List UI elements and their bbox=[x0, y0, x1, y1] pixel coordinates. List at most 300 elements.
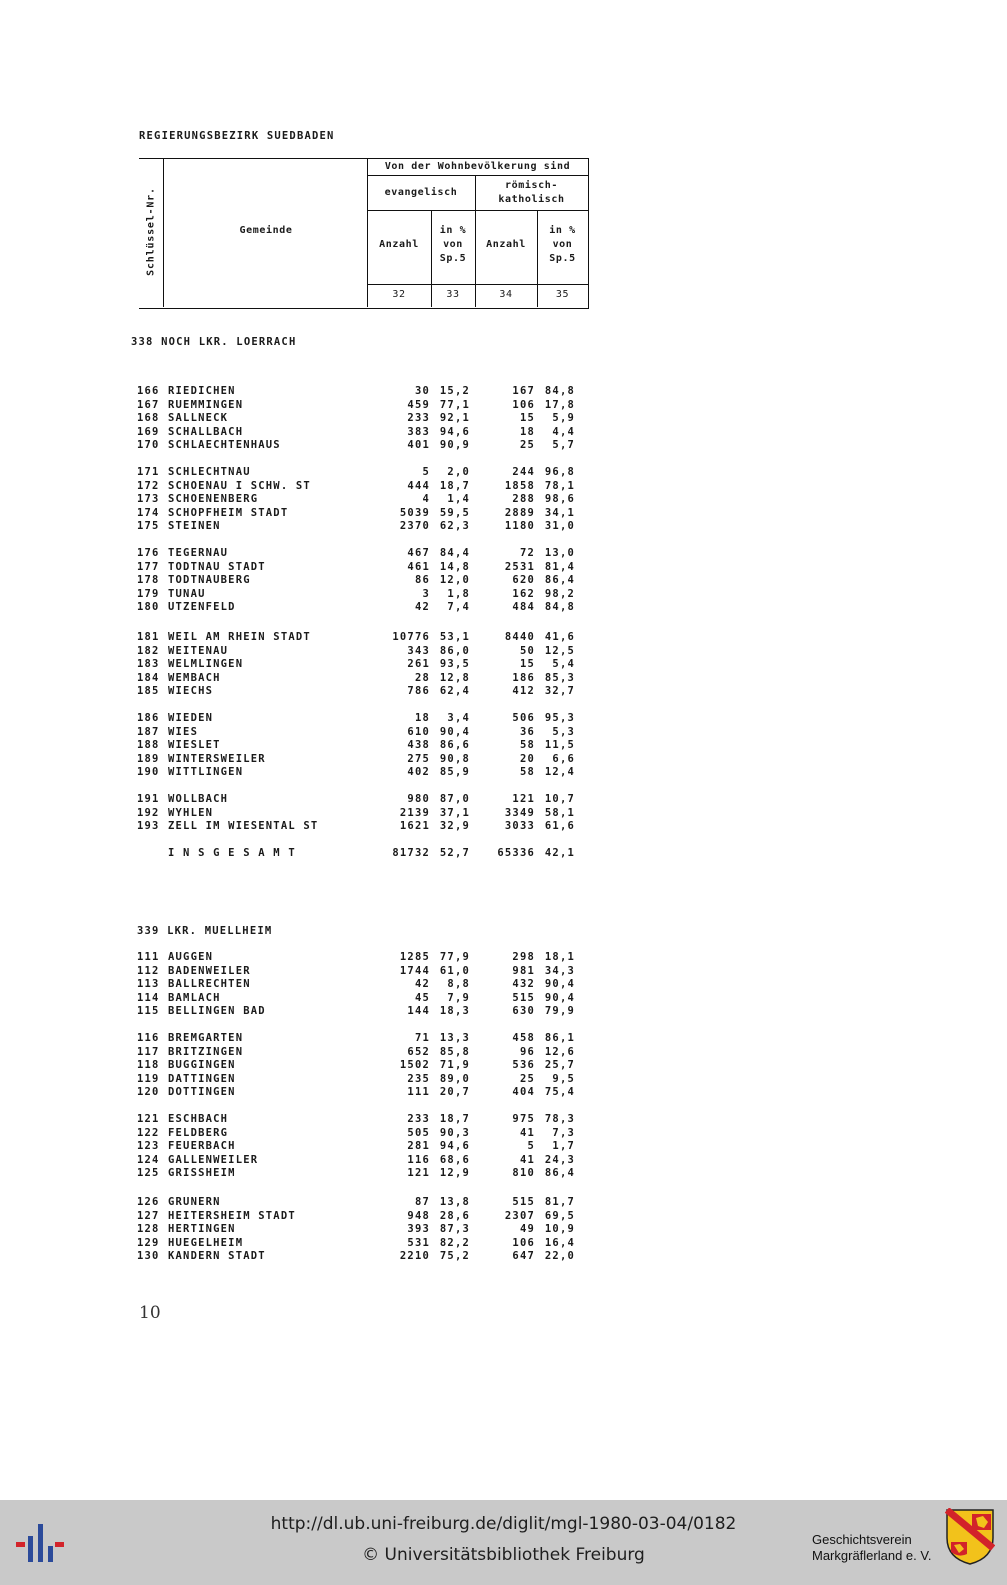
rk-count: 106 bbox=[512, 398, 535, 411]
municipality-name: SCHALLBACH bbox=[168, 425, 244, 438]
key-number: 114 bbox=[137, 991, 160, 1004]
ev-count: 116 bbox=[407, 1153, 430, 1166]
ev-percent: 93,5 bbox=[439, 658, 470, 671]
ev-pct-label-3: Sp.5 bbox=[439, 253, 467, 264]
ev-percent: 71,9 bbox=[439, 1059, 470, 1072]
key-number: 124 bbox=[137, 1153, 160, 1166]
rk-percent: 61,6 bbox=[544, 820, 575, 833]
key-number: 180 bbox=[137, 601, 160, 614]
key-number: 113 bbox=[137, 978, 160, 991]
key-number: 179 bbox=[137, 587, 160, 600]
ev-count: 87 bbox=[414, 1196, 430, 1208]
rk-count: 515 bbox=[512, 991, 535, 1004]
footer-bar bbox=[0, 1500, 1007, 1585]
rk-count: 1858 bbox=[504, 479, 535, 492]
municipality-name: BAMLACH bbox=[168, 991, 221, 1004]
ev-count: 467 bbox=[407, 547, 430, 559]
ev-count: 438 bbox=[407, 739, 430, 752]
table-row bbox=[137, 601, 597, 615]
ev-count: 10776 bbox=[392, 631, 430, 643]
rk-percent: 16,4 bbox=[544, 1236, 575, 1249]
column-number: 35 bbox=[555, 289, 570, 300]
rk-percent: 5,3 bbox=[552, 725, 575, 738]
key-number: 167 bbox=[137, 398, 160, 411]
table-row bbox=[137, 685, 597, 699]
rk-percent: 12,4 bbox=[544, 766, 575, 779]
key-number: 183 bbox=[137, 658, 160, 671]
rk-percent: 96,8 bbox=[544, 466, 575, 478]
ev-percent: 77,9 bbox=[439, 951, 470, 963]
ev-count: 18 bbox=[414, 712, 430, 724]
rk-percent: 1,7 bbox=[552, 1140, 575, 1153]
rk-count: 2307 bbox=[504, 1209, 535, 1222]
rk-percent: 31,0 bbox=[544, 520, 575, 533]
table-row bbox=[137, 493, 597, 507]
ev-percent: 1,4 bbox=[447, 493, 470, 506]
table-row bbox=[137, 1154, 597, 1168]
rk-count: 2531 bbox=[504, 560, 535, 573]
table-row bbox=[137, 466, 597, 480]
ev-count: 5039 bbox=[399, 506, 430, 519]
column-number: 32 bbox=[392, 289, 406, 300]
rk-count: 432 bbox=[512, 978, 535, 991]
key-number: 182 bbox=[137, 644, 160, 657]
rk-count: 412 bbox=[512, 685, 535, 698]
municipality-name: TEGERNAU bbox=[168, 547, 229, 559]
key-number: 119 bbox=[137, 1072, 160, 1085]
table-header bbox=[139, 158, 590, 309]
table-row bbox=[137, 739, 597, 753]
ev-percent: 87,3 bbox=[439, 1223, 470, 1236]
ev-count: 3 bbox=[422, 587, 430, 600]
municipality-name: SCHLAECHTENHAUS bbox=[168, 439, 281, 452]
total-rk-pct: 42,1 bbox=[544, 847, 575, 859]
key-number: 129 bbox=[137, 1236, 160, 1249]
table-row bbox=[137, 712, 597, 726]
rk-percent: 90,4 bbox=[544, 978, 575, 991]
rk-count: 41 bbox=[519, 1126, 535, 1139]
ev-percent: 82,2 bbox=[439, 1236, 470, 1249]
table-row bbox=[137, 399, 597, 413]
municipality-label: Gemeinde bbox=[239, 225, 293, 236]
municipality-name: WITTLINGEN bbox=[168, 766, 244, 779]
table-row bbox=[137, 1167, 597, 1181]
ev-count: 343 bbox=[407, 644, 430, 657]
ev-count: 86 bbox=[414, 574, 430, 587]
key-number: 125 bbox=[137, 1167, 160, 1180]
table-row bbox=[137, 753, 597, 767]
table-row bbox=[137, 480, 597, 494]
rk-count: 186 bbox=[512, 671, 535, 684]
key-number: 166 bbox=[137, 385, 160, 397]
ev-percent: 94,6 bbox=[439, 1140, 470, 1153]
table-row bbox=[137, 658, 597, 672]
ev-count: 786 bbox=[407, 685, 430, 698]
rk-percent: 69,5 bbox=[544, 1209, 575, 1222]
municipality-name: DATTINGEN bbox=[168, 1072, 236, 1085]
row-group bbox=[137, 793, 597, 834]
rk-percent: 10,7 bbox=[544, 793, 575, 805]
ev-percent: 18,7 bbox=[439, 1113, 470, 1125]
ev-percent: 12,0 bbox=[439, 574, 470, 587]
ev-percent: 8,8 bbox=[447, 978, 470, 991]
rk-count: 244 bbox=[512, 466, 535, 478]
rk-percent: 86,4 bbox=[544, 574, 575, 587]
rk-count: 49 bbox=[519, 1223, 535, 1236]
rk-percent: 34,1 bbox=[544, 506, 575, 519]
municipality-name: ZELL IM WIESENTAL ST bbox=[168, 820, 319, 833]
key-number: 172 bbox=[137, 479, 160, 492]
key-number: 123 bbox=[137, 1140, 160, 1153]
ev-percent: 86,0 bbox=[439, 644, 470, 657]
key-number-label: Schlüssel-Nr. bbox=[145, 187, 157, 276]
ev-pct-label-2: von bbox=[443, 239, 463, 250]
municipality-name: TODTNAU STADT bbox=[168, 560, 266, 573]
rk-count: 167 bbox=[512, 385, 535, 397]
table-row bbox=[137, 426, 597, 440]
table-row bbox=[137, 1250, 597, 1264]
rk-percent: 75,4 bbox=[544, 1086, 575, 1099]
rk-count: 3033 bbox=[504, 820, 535, 833]
rk-count: 630 bbox=[512, 1005, 535, 1018]
rk-pct-label-3: Sp.5 bbox=[549, 253, 576, 264]
total-label: I N S G E S A M T bbox=[168, 847, 296, 859]
ev-percent: 7,9 bbox=[447, 991, 470, 1004]
org-name-line2: Markgräflerland e. V. bbox=[812, 1548, 932, 1563]
ev-count: 610 bbox=[407, 725, 430, 738]
rk-count: 18 bbox=[519, 425, 535, 438]
municipality-name: BREMGARTEN bbox=[168, 1032, 244, 1044]
rk-count: 484 bbox=[512, 601, 535, 614]
ev-percent: 32,9 bbox=[439, 820, 470, 833]
ev-percent: 62,4 bbox=[439, 685, 470, 698]
ev-percent: 90,4 bbox=[439, 725, 470, 738]
ev-count: 261 bbox=[407, 658, 430, 671]
catholic-label-2: katholisch bbox=[498, 194, 565, 205]
municipality-name: AUGGEN bbox=[168, 951, 214, 963]
key-number: 181 bbox=[137, 631, 160, 643]
municipality-name: FELDBERG bbox=[168, 1126, 229, 1139]
rk-percent: 18,1 bbox=[544, 951, 575, 963]
table-row bbox=[137, 412, 597, 426]
rk-percent: 7,3 bbox=[552, 1126, 575, 1139]
table-row bbox=[137, 507, 597, 521]
footer-url-link[interactable]: http://dl.ub.uni-freiburg.de/diglit/mgl-1980-03-04/0182 bbox=[270, 1514, 737, 1534]
rk-percent: 5,7 bbox=[552, 439, 575, 452]
rk-percent: 78,3 bbox=[544, 1113, 575, 1125]
municipality-name: WIESLET bbox=[168, 739, 221, 752]
ev-percent: 68,6 bbox=[439, 1153, 470, 1166]
ev-count: 4 bbox=[422, 493, 430, 506]
key-number: 173 bbox=[137, 493, 160, 506]
ev-count: 2370 bbox=[399, 520, 430, 533]
ev-percent: 77,1 bbox=[439, 398, 470, 411]
key-number: 130 bbox=[137, 1250, 160, 1263]
rk-percent: 86,1 bbox=[544, 1032, 575, 1044]
rk-percent: 12,5 bbox=[544, 644, 575, 657]
total-row bbox=[137, 847, 597, 861]
ev-count: 459 bbox=[407, 398, 430, 411]
rk-count-label: Anzahl bbox=[486, 239, 526, 250]
rk-count: 41 bbox=[519, 1153, 535, 1166]
page-number: 10 bbox=[139, 1303, 161, 1323]
municipality-name: HEITERSHEIM STADT bbox=[168, 1209, 296, 1222]
municipality-name: WIECHS bbox=[168, 685, 214, 698]
rk-count: 981 bbox=[512, 964, 535, 977]
row-group bbox=[137, 385, 597, 453]
municipality-name: SALLNECK bbox=[168, 412, 229, 425]
ev-count: 235 bbox=[407, 1072, 430, 1085]
municipality-name: BRITZINGEN bbox=[168, 1045, 244, 1058]
section-title-muellheim: 339 LKR. MUELLHEIM bbox=[137, 925, 273, 937]
ev-count: 2139 bbox=[399, 806, 430, 819]
key-number: 174 bbox=[137, 506, 160, 519]
ev-count: 393 bbox=[407, 1223, 430, 1236]
rk-percent: 81,4 bbox=[544, 560, 575, 573]
ev-percent: 75,2 bbox=[439, 1250, 470, 1263]
ev-count: 42 bbox=[414, 978, 430, 991]
row-group bbox=[137, 1032, 597, 1100]
ev-count: 281 bbox=[407, 1140, 430, 1153]
rk-percent: 86,4 bbox=[544, 1167, 575, 1180]
ev-percent: 85,9 bbox=[439, 766, 470, 779]
municipality-name: SCHLECHTNAU bbox=[168, 466, 251, 478]
rk-count: 36 bbox=[519, 725, 535, 738]
ev-count: 948 bbox=[407, 1209, 430, 1222]
table-row bbox=[137, 1223, 597, 1237]
table-row bbox=[137, 385, 597, 399]
municipality-name: GRUNERN bbox=[168, 1196, 221, 1208]
rk-count: 515 bbox=[512, 1196, 535, 1208]
ev-count: 1744 bbox=[399, 964, 430, 977]
row-group bbox=[137, 547, 597, 615]
total-ev-pct: 52,7 bbox=[439, 847, 470, 859]
municipality-name: SCHOPFHEIM STADT bbox=[168, 506, 289, 519]
table-row bbox=[137, 807, 597, 821]
rk-percent: 41,6 bbox=[544, 631, 575, 643]
rk-count: 58 bbox=[519, 766, 535, 779]
ev-count: 5 bbox=[422, 466, 430, 478]
key-number: 193 bbox=[137, 820, 160, 833]
column-number: 33 bbox=[446, 289, 460, 300]
footer-copyright: © Universitätsbibliothek Freiburg bbox=[362, 1545, 645, 1565]
ev-percent: 86,6 bbox=[439, 739, 470, 752]
evangelical-label: evangelisch bbox=[384, 187, 458, 198]
rk-percent: 17,8 bbox=[544, 398, 575, 411]
rk-percent: 12,6 bbox=[544, 1045, 575, 1058]
municipality-name: BUGGINGEN bbox=[168, 1059, 236, 1072]
key-number: 122 bbox=[137, 1126, 160, 1139]
municipality-name: BADENWEILER bbox=[168, 964, 251, 977]
table-row bbox=[137, 1237, 597, 1251]
rk-count: 50 bbox=[519, 644, 535, 657]
key-number: 169 bbox=[137, 425, 160, 438]
rk-count: 25 bbox=[519, 1072, 535, 1085]
section-title-loerrach: 338 NOCH LKR. LOERRACH bbox=[131, 336, 297, 348]
key-number: 128 bbox=[137, 1223, 160, 1236]
rk-percent: 98,6 bbox=[544, 493, 575, 506]
table-row bbox=[137, 1196, 597, 1210]
row-group bbox=[137, 631, 597, 699]
table-row bbox=[137, 1059, 597, 1073]
ev-count: 531 bbox=[407, 1236, 430, 1249]
key-number: 115 bbox=[137, 1005, 160, 1018]
rk-percent: 85,3 bbox=[544, 671, 575, 684]
ev-percent: 28,6 bbox=[439, 1209, 470, 1222]
key-number: 186 bbox=[137, 712, 160, 724]
key-number: 188 bbox=[137, 739, 160, 752]
rk-count: 121 bbox=[512, 793, 535, 805]
total-rk-count: 65336 bbox=[497, 847, 535, 859]
rk-percent: 32,7 bbox=[544, 685, 575, 698]
ev-count: 652 bbox=[407, 1045, 430, 1058]
rk-percent: 4,4 bbox=[552, 425, 575, 438]
ev-percent: 2,0 bbox=[447, 466, 470, 478]
municipality-name: RUEMMINGEN bbox=[168, 398, 244, 411]
ev-count: 1621 bbox=[399, 820, 430, 833]
rk-count: 8440 bbox=[504, 631, 535, 643]
table-row bbox=[137, 1032, 597, 1046]
ev-percent: 92,1 bbox=[439, 412, 470, 425]
municipality-name: TODTNAUBERG bbox=[168, 574, 251, 587]
rk-percent: 90,4 bbox=[544, 991, 575, 1004]
rk-count: 404 bbox=[512, 1086, 535, 1099]
key-number: 118 bbox=[137, 1059, 160, 1072]
rk-count: 506 bbox=[512, 712, 535, 724]
municipality-name: WIES bbox=[168, 725, 199, 738]
ev-count: 233 bbox=[407, 1113, 430, 1125]
rk-percent: 10,9 bbox=[544, 1223, 575, 1236]
municipality-name: TUNAU bbox=[168, 587, 206, 600]
key-number: 117 bbox=[137, 1045, 160, 1058]
ev-count: 402 bbox=[407, 766, 430, 779]
municipality-name: SCHOENENBERG bbox=[168, 493, 259, 506]
rk-count: 96 bbox=[519, 1045, 535, 1058]
rk-count: 536 bbox=[512, 1059, 535, 1072]
rk-pct-label-2: von bbox=[552, 239, 573, 250]
ev-percent: 1,8 bbox=[447, 587, 470, 600]
table-row bbox=[137, 1046, 597, 1060]
rk-count: 20 bbox=[519, 752, 535, 765]
rk-percent: 11,5 bbox=[544, 739, 575, 752]
ev-count: 1502 bbox=[399, 1059, 430, 1072]
key-number: 190 bbox=[137, 766, 160, 779]
ev-count: 71 bbox=[414, 1032, 430, 1044]
table-row bbox=[137, 520, 597, 534]
rk-count: 72 bbox=[519, 547, 535, 559]
table-row bbox=[137, 820, 597, 834]
rk-count: 647 bbox=[512, 1250, 535, 1263]
key-number: 177 bbox=[137, 560, 160, 573]
ev-count: 45 bbox=[414, 991, 430, 1004]
rk-count: 298 bbox=[512, 951, 535, 963]
table-row bbox=[137, 766, 597, 780]
municipality-name: WELMLINGEN bbox=[168, 658, 244, 671]
ev-percent: 18,3 bbox=[439, 1005, 470, 1018]
ev-count: 444 bbox=[407, 479, 430, 492]
municipality-name: DOTTINGEN bbox=[168, 1086, 236, 1099]
region-title: REGIERUNGSBEZIRK SUEDBADEN bbox=[139, 130, 335, 142]
key-number: 171 bbox=[137, 466, 160, 478]
rk-count: 288 bbox=[512, 493, 535, 506]
ev-percent: 89,0 bbox=[439, 1072, 470, 1085]
row-group bbox=[137, 1196, 597, 1264]
municipality-name: GRISSHEIM bbox=[168, 1167, 236, 1180]
rk-percent: 84,8 bbox=[544, 385, 575, 397]
rk-percent: 5,4 bbox=[552, 658, 575, 671]
rk-count: 2889 bbox=[504, 506, 535, 519]
municipality-name: STEINEN bbox=[168, 520, 221, 533]
key-number: 189 bbox=[137, 752, 160, 765]
rk-count: 15 bbox=[519, 658, 535, 671]
ev-pct-label-1: in % bbox=[439, 225, 467, 236]
municipality-name: WYHLEN bbox=[168, 806, 214, 819]
key-number: 112 bbox=[137, 964, 160, 977]
ev-percent: 53,1 bbox=[439, 631, 470, 643]
municipality-name: BELLINGEN BAD bbox=[168, 1005, 266, 1018]
municipality-name: BALLRECHTEN bbox=[168, 978, 251, 991]
rk-count: 975 bbox=[512, 1113, 535, 1125]
key-number: 184 bbox=[137, 671, 160, 684]
row-group bbox=[137, 466, 597, 534]
table-row bbox=[137, 1140, 597, 1154]
ev-count: 42 bbox=[414, 601, 430, 614]
rk-percent: 58,1 bbox=[544, 806, 575, 819]
ev-count-label: Anzahl bbox=[379, 239, 419, 250]
rk-count: 810 bbox=[512, 1167, 535, 1180]
rk-count: 106 bbox=[512, 1236, 535, 1249]
municipality-name: WEMBACH bbox=[168, 671, 221, 684]
rk-percent: 78,1 bbox=[544, 479, 575, 492]
key-number: 127 bbox=[137, 1209, 160, 1222]
org-name-line1: Geschichtsverein bbox=[812, 1532, 912, 1547]
rk-percent: 84,8 bbox=[544, 601, 575, 614]
ev-count: 383 bbox=[407, 425, 430, 438]
rk-percent: 79,9 bbox=[544, 1005, 575, 1018]
rk-percent: 13,0 bbox=[544, 547, 575, 559]
ev-percent: 62,3 bbox=[439, 520, 470, 533]
key-number: 168 bbox=[137, 412, 160, 425]
rk-percent: 81,7 bbox=[544, 1196, 575, 1208]
footer-organization[interactable] bbox=[812, 1532, 931, 1564]
rk-count: 5 bbox=[527, 1140, 535, 1153]
ev-percent: 18,7 bbox=[439, 479, 470, 492]
table-row bbox=[137, 1113, 597, 1127]
municipality-name: FEUERBACH bbox=[168, 1140, 236, 1153]
table-row bbox=[137, 726, 597, 740]
key-number: 192 bbox=[137, 806, 160, 819]
rk-count: 620 bbox=[512, 574, 535, 587]
table-row bbox=[137, 1073, 597, 1087]
ev-count: 121 bbox=[407, 1167, 430, 1180]
row-group bbox=[137, 712, 597, 780]
key-number: 178 bbox=[137, 574, 160, 587]
ev-percent: 14,8 bbox=[439, 560, 470, 573]
municipality-name: WEITENAU bbox=[168, 644, 229, 657]
ev-percent: 90,8 bbox=[439, 752, 470, 765]
rk-count: 15 bbox=[519, 412, 535, 425]
rk-percent: 95,3 bbox=[544, 712, 575, 724]
rk-count: 58 bbox=[519, 739, 535, 752]
rk-count: 3349 bbox=[504, 806, 535, 819]
municipality-name: HERTINGEN bbox=[168, 1223, 236, 1236]
ev-count: 275 bbox=[407, 752, 430, 765]
divider bbox=[163, 158, 164, 307]
table-row bbox=[137, 793, 597, 807]
ev-count: 144 bbox=[407, 1005, 430, 1018]
ev-percent: 84,4 bbox=[439, 547, 470, 559]
catholic-label-1: römisch- bbox=[505, 180, 558, 191]
